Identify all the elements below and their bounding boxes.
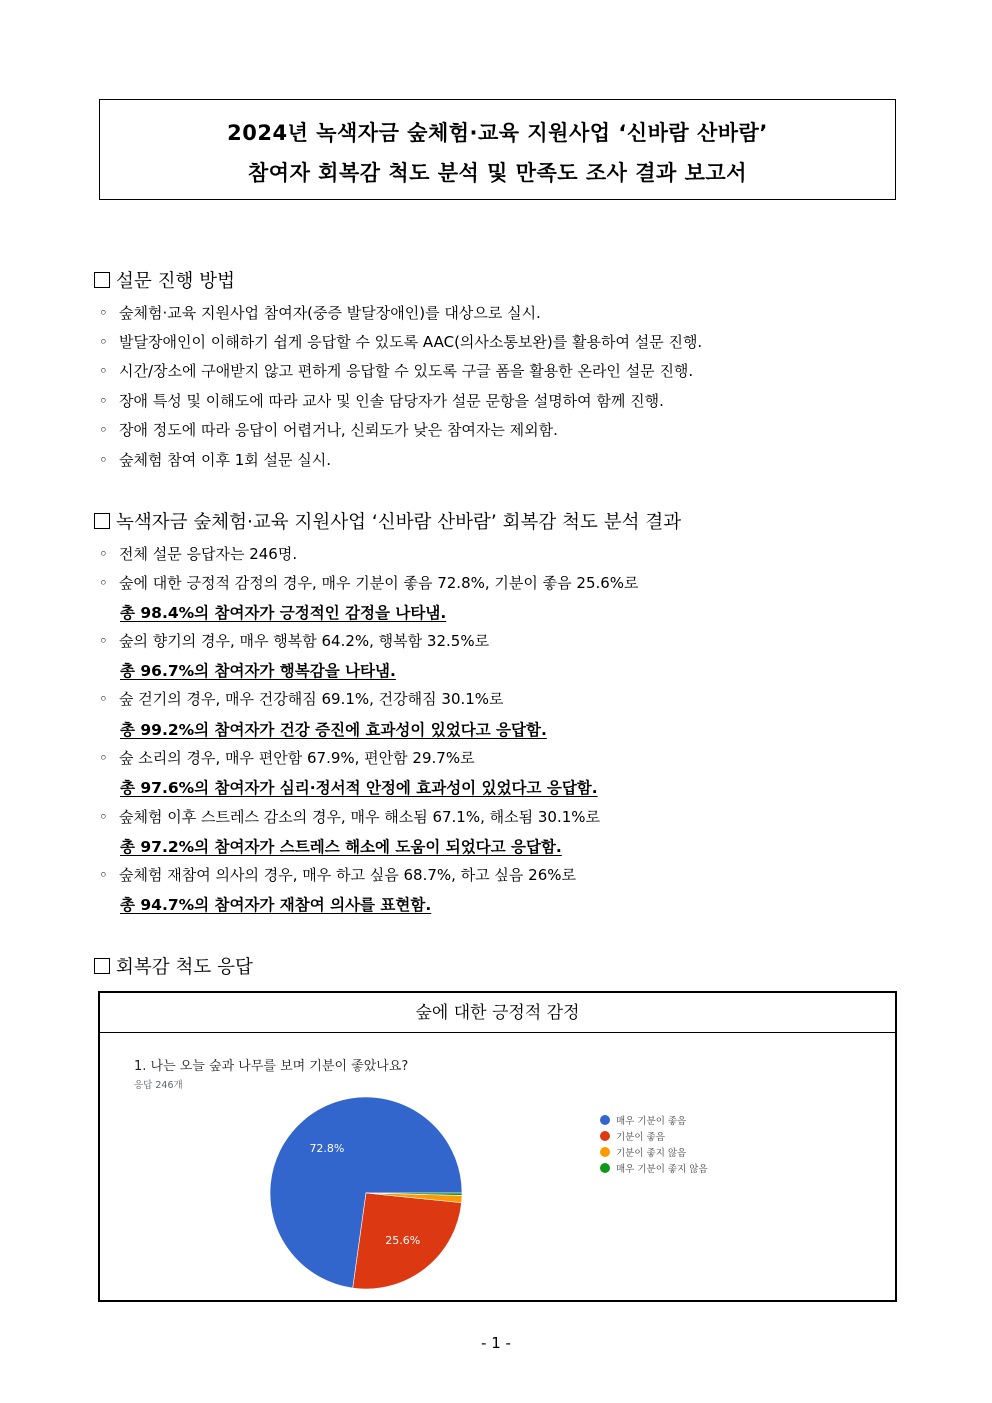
analysis-intro: ◦ 전체 설문 응답자는 246명. xyxy=(99,545,298,563)
legend-item xyxy=(600,1146,708,1162)
page-number: - 1 - xyxy=(481,1334,511,1352)
result-item: ◦ 숲체험 재참여 의사의 경우, 매우 하고 싶음 68.7%, 하고 싶음 26%로 xyxy=(99,866,576,884)
chart-response-count: 응답 246개 xyxy=(134,1080,183,1091)
legend-dot-icon xyxy=(600,1131,610,1141)
pie-data-label: 72.8% xyxy=(309,1142,345,1156)
result-summary: 총 98.4%의 참여자가 긍정적인 감정을 나타냄. xyxy=(120,604,447,622)
method-item: ◦ 장애 특성 및 이해도에 따라 교사 및 인솔 담당자가 설문 문항을 설명하여 함께 진행. xyxy=(99,392,664,410)
chart-legend xyxy=(600,1114,708,1178)
legend-item xyxy=(600,1114,708,1130)
result-summary: 총 99.2%의 참여자가 건강 증진에 효과성이 있었다고 응답함. xyxy=(120,721,547,739)
result-item: ◦ 숲체험 이후 스트레스 감소의 경우, 매우 해소됨 67.1%, 해소됨 30.1%로 xyxy=(99,808,601,826)
checkbox-square-icon xyxy=(94,513,110,529)
checkbox-square-icon xyxy=(94,272,110,288)
method-item: ◦ 발달장애인이 이해하기 쉽게 응답할 수 있도록 AAC(의사소통보완)를 활용하여 설문 진행. xyxy=(99,333,703,351)
pie-chart xyxy=(100,993,895,1300)
legend-dot-icon xyxy=(600,1147,610,1157)
section-responses-heading: 회복감 척도 응답 xyxy=(94,953,253,979)
report-title-line2: 참여자 회복감 척도 분석 및 만족도 조사 결과 보고서 xyxy=(248,161,747,185)
result-summary: 총 97.2%의 참여자가 스트레스 해소에 도움이 되었다고 응답함. xyxy=(120,838,562,856)
result-item: ◦ 숲에 대한 긍정적 감정의 경우, 매우 기분이 좋음 72.8%, 기분이 좋음 25.6%로 xyxy=(99,574,639,592)
chart-question-title: 1. 나는 오늘 숲과 나무를 보며 기분이 좋았나요? xyxy=(134,1059,409,1074)
chart-box-title: 숲에 대한 긍정적 감정 xyxy=(100,993,895,1033)
method-item: ◦ 숲체험 참여 이후 1회 설문 실시. xyxy=(99,451,332,469)
report-title-box xyxy=(99,99,896,200)
result-summary: 총 97.6%의 참여자가 심리·정서적 안정에 효과성이 있었다고 응답함. xyxy=(120,779,598,797)
legend-dot-icon xyxy=(600,1115,610,1125)
method-item: ◦ 숲체험·교육 지원사업 참여자(중증 발달장애인)를 대상으로 실시. xyxy=(99,304,541,322)
method-item: ◦ 시간/장소에 구애받지 않고 편하게 응답할 수 있도록 구글 폼을 활용한 온라인 설문 진행. xyxy=(99,362,694,380)
result-item: ◦ 숲의 향기의 경우, 매우 행복함 64.2%, 행복함 32.5%로 xyxy=(99,632,490,650)
legend-item xyxy=(600,1162,708,1178)
result-summary: 총 96.7%의 참여자가 행복감을 나타냄. xyxy=(120,662,396,680)
legend-item xyxy=(600,1130,708,1146)
pie-data-label: 25.6% xyxy=(385,1233,421,1247)
report-title-line1: 2024년 녹색자금 숲체험·교육 지원사업 ‘신바람 산바람’ xyxy=(227,121,768,145)
chart-container xyxy=(98,991,897,1302)
method-item: ◦ 장애 정도에 따라 응답이 어렵거나, 신뢰도가 낮은 참여자는 제외함. xyxy=(99,421,558,439)
section-survey-method-heading: 설문 진행 방법 xyxy=(94,267,235,293)
legend-label: 기분이 좋지 않음 xyxy=(616,1148,687,1159)
legend-label: 기분이 좋음 xyxy=(616,1132,665,1143)
checkbox-square-icon xyxy=(94,958,110,974)
result-summary: 총 94.7%의 참여자가 재참여 의사를 표현함. xyxy=(120,896,432,914)
legend-label: 매우 기분이 좋지 않음 xyxy=(616,1164,708,1175)
section-analysis-heading: 녹색자금 숲체험·교육 지원사업 ‘신바람 산바람’ 회복감 척도 분석 결과 xyxy=(94,508,681,534)
legend-label: 매우 기분이 좋음 xyxy=(616,1116,687,1127)
result-item: ◦ 숲 소리의 경우, 매우 편안함 67.9%, 편안함 29.7%로 xyxy=(99,749,475,767)
legend-dot-icon xyxy=(600,1163,610,1173)
result-item: ◦ 숲 걷기의 경우, 매우 건강해짐 69.1%, 건강해짐 30.1%로 xyxy=(99,690,504,708)
